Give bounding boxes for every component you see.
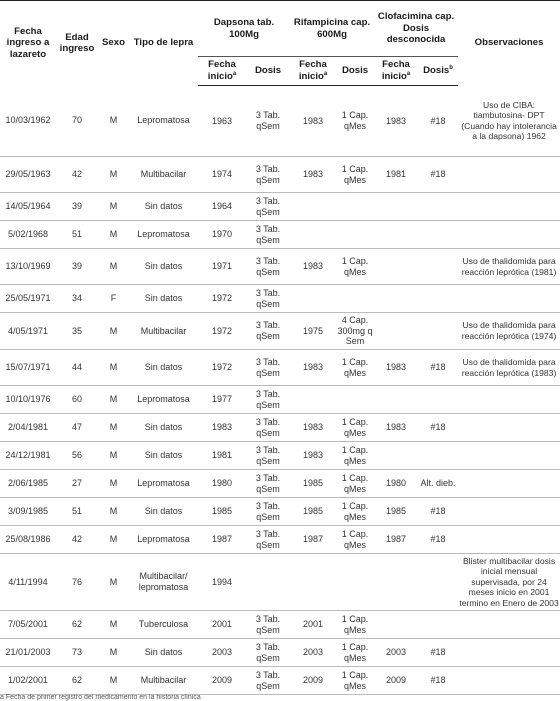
cell-observaciones xyxy=(458,414,560,442)
cell-edad: 76 xyxy=(56,554,98,611)
cell-fecha-ingreso: 7/05/2001 xyxy=(0,611,56,639)
header-observaciones: Observaciones xyxy=(458,1,560,86)
cell-clofacimina-dosis xyxy=(418,386,458,414)
subheader-rifampicina-fecha: Fecha inicio$^a$ xyxy=(290,57,336,86)
cell-observaciones xyxy=(458,526,560,554)
cell-rifampicina-fecha xyxy=(290,386,336,414)
subheader-dapsona-dosis: Dosis xyxy=(246,57,290,86)
header-edad: Edad ingreso xyxy=(56,1,98,86)
subheader-rifampicina-dosis: Dosis xyxy=(336,57,374,86)
table-row xyxy=(0,639,560,667)
cell-observaciones: Uso de thalidomida para reacción leprótica (1981) xyxy=(458,249,560,285)
cell-dapsona-dosis: 3 Tab. qSem xyxy=(246,313,290,350)
cell-rifampicina-fecha: 1983 xyxy=(290,414,336,442)
header-rifampicina: Rifampicina cap. 600Mg xyxy=(290,1,374,57)
cell-tipo-lepra: Lepromatosa xyxy=(129,86,198,157)
table-body xyxy=(0,86,560,695)
cell-sexo: M xyxy=(98,157,129,193)
table-row xyxy=(0,470,560,498)
cell-dapsona-dosis: 3 Tab. qSem xyxy=(246,498,290,526)
cell-fecha-ingreso: 4/11/1994 xyxy=(0,554,56,611)
cell-edad: 51 xyxy=(56,221,98,249)
cell-rifampicina-dosis: 1 Cap. qMes xyxy=(336,667,374,695)
cell-observaciones xyxy=(458,667,560,695)
cell-rifampicina-dosis: 1 Cap. qMes xyxy=(336,498,374,526)
cell-rifampicina-fecha: 1983 xyxy=(290,442,336,470)
cell-clofacimina-dosis xyxy=(418,249,458,285)
table-row xyxy=(0,249,560,285)
cell-sexo: M xyxy=(98,470,129,498)
cell-edad: 39 xyxy=(56,249,98,285)
cell-fecha-ingreso: 2/06/1985 xyxy=(0,470,56,498)
cell-tipo-lepra: Sin datos xyxy=(129,193,198,221)
cell-tipo-lepra: Sin datos xyxy=(129,442,198,470)
cell-clofacimina-fecha xyxy=(374,193,418,221)
table-row xyxy=(0,350,560,386)
table-row xyxy=(0,554,560,611)
table-row xyxy=(0,221,560,249)
cell-observaciones xyxy=(458,611,560,639)
cell-dapsona-fecha: 1994 xyxy=(198,554,246,611)
table-row xyxy=(0,386,560,414)
cell-dapsona-dosis: 3 Tab. qSem xyxy=(246,442,290,470)
cell-fecha-ingreso: 24/12/1981 xyxy=(0,442,56,470)
cell-dapsona-dosis xyxy=(246,554,290,611)
cell-dapsona-fecha: 1964 xyxy=(198,193,246,221)
cell-sexo: M xyxy=(98,639,129,667)
table-row xyxy=(0,667,560,695)
cell-clofacimina-dosis xyxy=(418,193,458,221)
cell-edad: 35 xyxy=(56,313,98,350)
cell-tipo-lepra: Sin datos xyxy=(129,285,198,313)
cell-tipo-lepra: Sin datos xyxy=(129,639,198,667)
cell-rifampicina-fecha: 2001 xyxy=(290,611,336,639)
cell-rifampicina-dosis: 1 Cap. qMes xyxy=(336,157,374,193)
cell-dapsona-dosis: 3 Tab. qSem xyxy=(246,386,290,414)
table-row xyxy=(0,86,560,157)
cell-rifampicina-fecha: 1985 xyxy=(290,470,336,498)
cell-observaciones xyxy=(458,386,560,414)
subheader-dapsona-fecha: Fecha inicio$^a$ xyxy=(198,57,246,86)
cell-tipo-lepra: Tuberculosa xyxy=(129,611,198,639)
header-fecha-ingreso: Fecha ingreso a lazareto xyxy=(0,1,56,86)
cell-clofacimina-dosis xyxy=(418,285,458,313)
cell-dapsona-fecha: 1970 xyxy=(198,221,246,249)
cell-tipo-lepra: Sin datos xyxy=(129,414,198,442)
cell-observaciones xyxy=(458,285,560,313)
cell-rifampicina-dosis: 1 Cap. qMes xyxy=(336,414,374,442)
cell-rifampicina-dosis: 4 Cap. 300mg q Sem xyxy=(336,313,374,350)
subheader-clofacimina-fecha: Fecha inicio$^a$ xyxy=(374,57,418,86)
cell-dapsona-dosis: 3 Tab. qSem xyxy=(246,470,290,498)
cell-observaciones xyxy=(458,442,560,470)
cell-sexo: M xyxy=(98,193,129,221)
cell-dapsona-fecha: 1980 xyxy=(198,470,246,498)
cell-edad: 51 xyxy=(56,498,98,526)
cell-sexo: F xyxy=(98,285,129,313)
cell-dapsona-dosis: 3 Tab. qSem xyxy=(246,667,290,695)
cell-clofacimina-fecha xyxy=(374,285,418,313)
cell-rifampicina-fecha: 1983 xyxy=(290,350,336,386)
cell-dapsona-dosis: 3 Tab. qSem xyxy=(246,639,290,667)
cell-clofacimina-dosis xyxy=(418,313,458,350)
cell-rifampicina-fecha: 2009 xyxy=(290,667,336,695)
header-sexo: Sexo xyxy=(98,1,129,86)
cell-rifampicina-dosis xyxy=(336,554,374,611)
cell-tipo-lepra: Lepromatosa xyxy=(129,386,198,414)
cell-sexo: M xyxy=(98,86,129,157)
cell-fecha-ingreso: 2/04/1981 xyxy=(0,414,56,442)
cell-dapsona-dosis: 3 Tab. qSem xyxy=(246,157,290,193)
cell-rifampicina-fecha: 1987 xyxy=(290,526,336,554)
cell-clofacimina-fecha: 1985 xyxy=(374,498,418,526)
cell-fecha-ingreso: 29/05/1963 xyxy=(0,157,56,193)
cell-fecha-ingreso: 1/02/2001 xyxy=(0,667,56,695)
cell-edad: 73 xyxy=(56,639,98,667)
cell-fecha-ingreso: 13/10/1969 xyxy=(0,249,56,285)
cell-clofacimina-fecha xyxy=(374,221,418,249)
cell-clofacimina-fecha: 1983 xyxy=(374,350,418,386)
cell-dapsona-dosis: 3 Tab. qSem xyxy=(246,221,290,249)
header-clofacimina: Clofacimina cap. Dosis desconocida xyxy=(374,1,458,57)
table-row xyxy=(0,285,560,313)
cell-edad: 44 xyxy=(56,350,98,386)
cell-clofacimina-dosis xyxy=(418,611,458,639)
cell-rifampicina-dosis: 1 Cap. qMes xyxy=(336,249,374,285)
cell-clofacimina-dosis: #18 xyxy=(418,498,458,526)
cell-dapsona-dosis: 3 Tab. qSem xyxy=(246,350,290,386)
cell-dapsona-fecha: 1977 xyxy=(198,386,246,414)
cell-dapsona-dosis: 3 Tab. qSem xyxy=(246,193,290,221)
cell-clofacimina-fecha: 2003 xyxy=(374,639,418,667)
cell-dapsona-fecha: 1987 xyxy=(198,526,246,554)
cell-rifampicina-fecha: 1985 xyxy=(290,498,336,526)
cell-edad: 34 xyxy=(56,285,98,313)
cell-sexo: M xyxy=(98,414,129,442)
table-row xyxy=(0,414,560,442)
cell-rifampicina-dosis: 1 Cap. qMes xyxy=(336,350,374,386)
cell-tipo-lepra: Multibacilar xyxy=(129,667,198,695)
cell-edad: 39 xyxy=(56,193,98,221)
cell-rifampicina-fecha: 1983 xyxy=(290,86,336,157)
cell-dapsona-fecha: 1981 xyxy=(198,442,246,470)
cell-tipo-lepra: Multibacilar xyxy=(129,157,198,193)
cell-clofacimina-fecha: 1983 xyxy=(374,414,418,442)
cell-observaciones xyxy=(458,193,560,221)
cell-fecha-ingreso: 25/08/1986 xyxy=(0,526,56,554)
cell-dapsona-fecha: 1971 xyxy=(198,249,246,285)
cell-rifampicina-fecha xyxy=(290,193,336,221)
subheader-clofacimina-dosis: Dosis$^b$ xyxy=(418,57,458,86)
cell-tipo-lepra: Sin datos xyxy=(129,249,198,285)
table-row xyxy=(0,193,560,221)
table-row xyxy=(0,157,560,193)
cell-tipo-lepra: Sin datos xyxy=(129,350,198,386)
cell-sexo: M xyxy=(98,554,129,611)
cell-clofacimina-dosis: #18 xyxy=(418,157,458,193)
cell-sexo: M xyxy=(98,526,129,554)
cell-dapsona-fecha: 1985 xyxy=(198,498,246,526)
cell-sexo: M xyxy=(98,611,129,639)
table-row xyxy=(0,498,560,526)
cell-observaciones: Uso de CIBA: tiambutosina- DPT (Cuando hay intolerancia a la dapsona) 1962 xyxy=(458,86,560,157)
cell-observaciones xyxy=(458,498,560,526)
cell-clofacimina-dosis: #18 xyxy=(418,526,458,554)
cell-dapsona-fecha: 2009 xyxy=(198,667,246,695)
cell-edad: 60 xyxy=(56,386,98,414)
cell-observaciones: Uso de thalidomida para reacción leprótica (1983) xyxy=(458,350,560,386)
header-dapsona: Dapsona tab. 100Mg xyxy=(198,1,290,57)
cell-sexo: M xyxy=(98,442,129,470)
cell-clofacimina-fecha xyxy=(374,554,418,611)
table-row xyxy=(0,313,560,350)
cell-clofacimina-fecha xyxy=(374,313,418,350)
cell-fecha-ingreso: 14/05/1964 xyxy=(0,193,56,221)
cell-tipo-lepra: Lepromatosa xyxy=(129,526,198,554)
cell-dapsona-dosis: 3 Tab. qSem xyxy=(246,526,290,554)
cell-rifampicina-fecha: 1983 xyxy=(290,157,336,193)
cell-rifampicina-fecha xyxy=(290,554,336,611)
cell-edad: 27 xyxy=(56,470,98,498)
cell-sexo: M xyxy=(98,350,129,386)
cell-edad: 47 xyxy=(56,414,98,442)
cell-edad: 70 xyxy=(56,86,98,157)
cell-fecha-ingreso: 4/05/1971 xyxy=(0,313,56,350)
cell-clofacimina-dosis: #18 xyxy=(418,414,458,442)
cell-dapsona-fecha: 2003 xyxy=(198,639,246,667)
cell-edad: 62 xyxy=(56,667,98,695)
cell-sexo: M xyxy=(98,667,129,695)
cell-clofacimina-dosis: Alt. dieb. xyxy=(418,470,458,498)
cell-dapsona-dosis: 3 Tab. qSem xyxy=(246,414,290,442)
cell-edad: 62 xyxy=(56,611,98,639)
cell-clofacimina-fecha xyxy=(374,442,418,470)
cell-clofacimina-fecha: 1980 xyxy=(374,470,418,498)
cell-observaciones xyxy=(458,221,560,249)
cell-rifampicina-dosis: 1 Cap. qMes xyxy=(336,526,374,554)
cell-clofacimina-dosis: #18 xyxy=(418,86,458,157)
cell-rifampicina-dosis: 1 Cap. qMes xyxy=(336,639,374,667)
cell-dapsona-dosis: 3 Tab. qSem xyxy=(246,285,290,313)
cell-dapsona-fecha: 1974 xyxy=(198,157,246,193)
cell-clofacimina-fecha: 1983 xyxy=(374,86,418,157)
cell-sexo: M xyxy=(98,221,129,249)
header-tipo-lepra: Tipo de lepra xyxy=(129,1,198,86)
cell-fecha-ingreso: 3/09/1985 xyxy=(0,498,56,526)
cell-rifampicina-dosis xyxy=(336,221,374,249)
cell-fecha-ingreso: 25/05/1971 xyxy=(0,285,56,313)
cell-rifampicina-dosis: 1 Cap. qMes xyxy=(336,611,374,639)
cell-fecha-ingreso: 10/10/1976 xyxy=(0,386,56,414)
cell-fecha-ingreso: 5/02/1968 xyxy=(0,221,56,249)
table-row xyxy=(0,442,560,470)
cell-rifampicina-dosis xyxy=(336,285,374,313)
table-row xyxy=(0,526,560,554)
cell-dapsona-fecha: 1963 xyxy=(198,86,246,157)
cell-tipo-lepra: Lepromatosa xyxy=(129,470,198,498)
cell-rifampicina-dosis: 1 Cap. qMes xyxy=(336,442,374,470)
cell-dapsona-fecha: 1983 xyxy=(198,414,246,442)
cell-observaciones xyxy=(458,157,560,193)
cell-fecha-ingreso: 10/03/1962 xyxy=(0,86,56,157)
cell-rifampicina-dosis xyxy=(336,193,374,221)
cell-dapsona-dosis: 3 Tab. qSem xyxy=(246,86,290,157)
cell-dapsona-fecha: 1972 xyxy=(198,313,246,350)
cell-observaciones xyxy=(458,639,560,667)
cell-rifampicina-fecha: 2003 xyxy=(290,639,336,667)
cell-clofacimina-fecha: 2009 xyxy=(374,667,418,695)
cell-clofacimina-dosis: #18 xyxy=(418,350,458,386)
cell-observaciones xyxy=(458,470,560,498)
cell-dapsona-fecha: 2001 xyxy=(198,611,246,639)
cell-tipo-lepra: Lepromatosa xyxy=(129,221,198,249)
cell-sexo: M xyxy=(98,313,129,350)
cell-rifampicina-fecha xyxy=(290,285,336,313)
cell-rifampicina-fecha: 1983 xyxy=(290,249,336,285)
cell-tipo-lepra: Multibacilar xyxy=(129,313,198,350)
cell-rifampicina-fecha xyxy=(290,221,336,249)
cell-clofacimina-fecha xyxy=(374,611,418,639)
cell-tipo-lepra: Sin datos xyxy=(129,498,198,526)
cell-clofacimina-dosis xyxy=(418,442,458,470)
cell-edad: 42 xyxy=(56,157,98,193)
cell-rifampicina-dosis: 1 Cap. qMes xyxy=(336,86,374,157)
cell-clofacimina-fecha xyxy=(374,386,418,414)
cell-tipo-lepra: Multibacilar/ lepromatosa xyxy=(129,554,198,611)
cell-dapsona-dosis: 3 Tab. qSem xyxy=(246,249,290,285)
cell-dapsona-fecha: 1972 xyxy=(198,285,246,313)
cell-fecha-ingreso: 15/07/1971 xyxy=(0,350,56,386)
cell-dapsona-fecha: 1972 xyxy=(198,350,246,386)
cell-clofacimina-fecha xyxy=(374,249,418,285)
cell-rifampicina-dosis: 1 Cap. qMes xyxy=(336,470,374,498)
footnote: a Fecha de primer registro del medicamento en la historia clínica xyxy=(0,694,201,701)
cell-clofacimina-dosis: #18 xyxy=(418,667,458,695)
cell-clofacimina-dosis xyxy=(418,554,458,611)
cell-clofacimina-fecha: 1987 xyxy=(374,526,418,554)
cell-sexo: M xyxy=(98,498,129,526)
cell-observaciones: Blister multibacilar dosis inicial mensual supervisada, por 24 meses inicio en 2001 termino en Enero de 2003 xyxy=(458,554,560,611)
cell-clofacimina-dosis xyxy=(418,221,458,249)
cell-clofacimina-fecha: 1981 xyxy=(374,157,418,193)
cell-fecha-ingreso: 21/01/2003 xyxy=(0,639,56,667)
cell-edad: 56 xyxy=(56,442,98,470)
cell-observaciones: Uso de thalidomida para reacción leprótica (1974) xyxy=(458,313,560,350)
table-row xyxy=(0,611,560,639)
cell-sexo: M xyxy=(98,386,129,414)
cell-clofacimina-dosis: #18 xyxy=(418,639,458,667)
cell-edad: 42 xyxy=(56,526,98,554)
cell-sexo: M xyxy=(98,249,129,285)
cell-rifampicina-dosis xyxy=(336,386,374,414)
cell-rifampicina-fecha: 1975 xyxy=(290,313,336,350)
cell-dapsona-dosis: 3 Tab. qSem xyxy=(246,611,290,639)
